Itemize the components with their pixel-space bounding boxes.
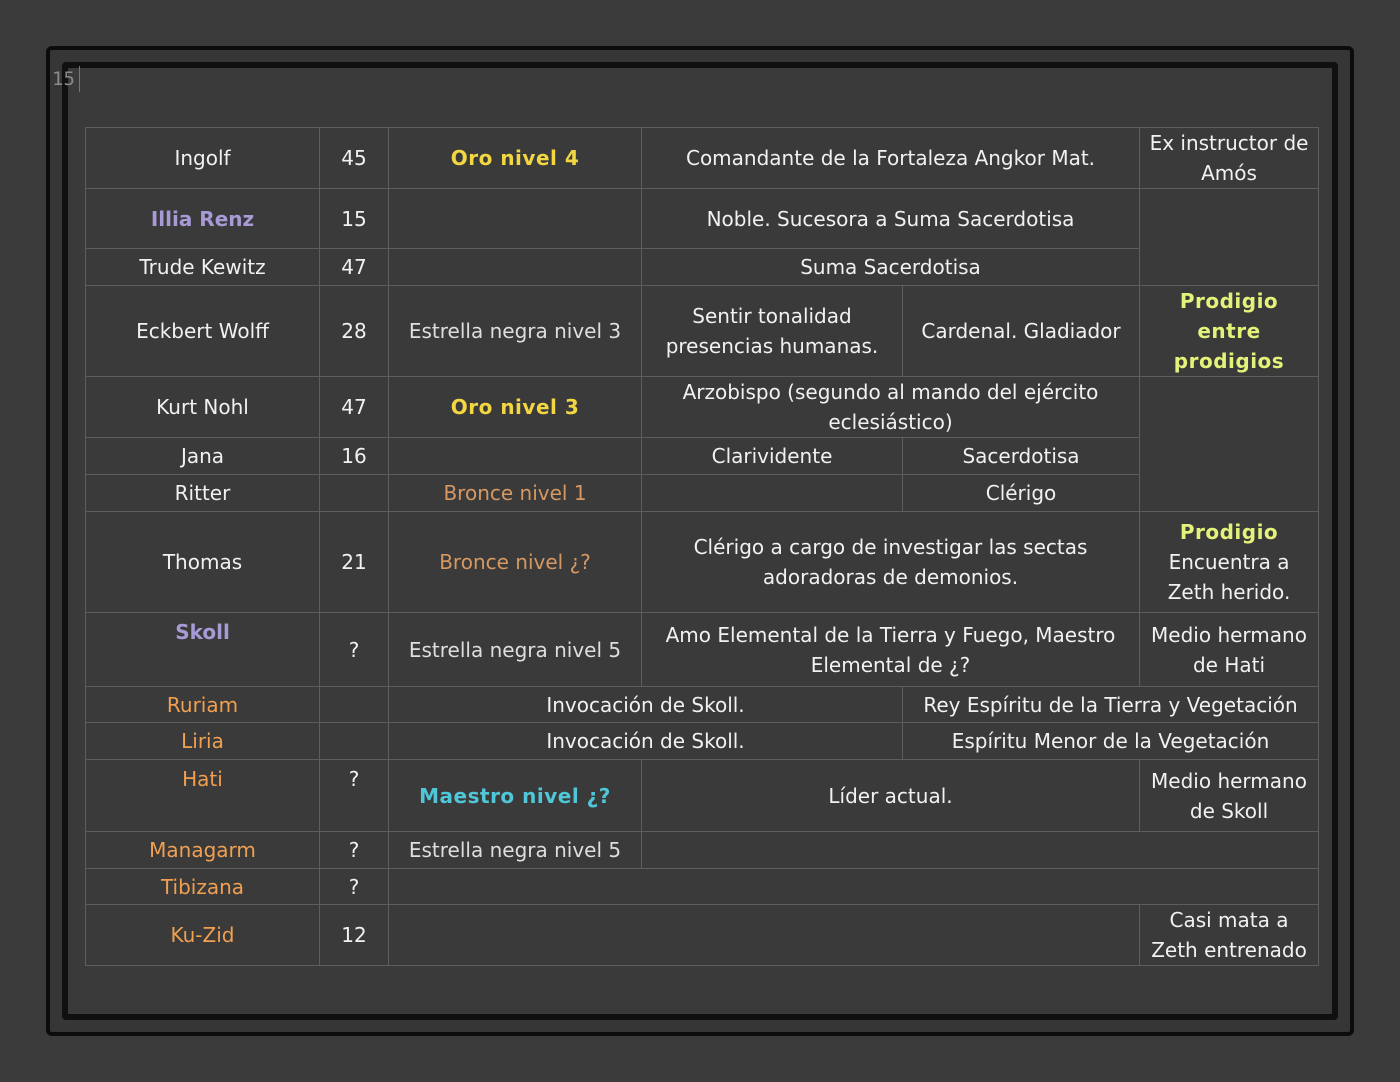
blank-cell <box>389 905 1140 966</box>
age-cell <box>320 723 389 760</box>
desc-cell <box>642 475 903 512</box>
table-row <box>86 189 1319 249</box>
table-row <box>86 760 1319 832</box>
desc-cell: Arzobispo (segundo al mando del ejército eclesiástico) <box>642 377 1140 438</box>
name-cell: Illia Renz <box>86 189 320 249</box>
rank-cell: Oro nivel 3 <box>389 377 642 438</box>
desc-cell: Comandante de la Fortaleza Angkor Mat. <box>642 128 1140 189</box>
age-cell: 47 <box>320 249 389 286</box>
note-cell <box>1140 189 1319 286</box>
age-cell <box>320 687 389 723</box>
desc-cell: Suma Sacerdotisa <box>642 249 1140 286</box>
desc-cell: Clarividente <box>642 438 903 475</box>
name-cell: Kurt Nohl <box>86 377 320 438</box>
rank-cell: Estrella negra nivel 5 <box>389 832 642 869</box>
name-cell: Managarm <box>86 832 320 869</box>
name-cell: Eckbert Wolff <box>86 286 320 377</box>
name-cell: Tibizana <box>86 869 320 905</box>
note-cell: Ex instructor de Amós <box>1140 128 1319 189</box>
rank-cell: Oro nivel 4 <box>389 128 642 189</box>
age-cell: 47 <box>320 377 389 438</box>
age-cell: ? <box>320 832 389 869</box>
rank-cell: Estrella negra nivel 5 <box>389 613 642 687</box>
name-cell: Ritter <box>86 475 320 512</box>
rank-cell: Bronce nivel ¿? <box>389 512 642 613</box>
desc-cell: Noble. Sucesora a Suma Sacerdotisa <box>642 189 1140 249</box>
rank-cell <box>389 189 642 249</box>
name-cell: Trude Kewitz <box>86 249 320 286</box>
age-cell: ? <box>320 869 389 905</box>
desc-cell-secondary: Espíritu Menor de la Vegetación <box>903 723 1319 760</box>
table-row <box>86 869 1319 905</box>
name-cell: Skoll <box>86 613 320 687</box>
table-row <box>86 438 1319 475</box>
name-cell: Ingolf <box>86 128 320 189</box>
rank-cell <box>389 249 642 286</box>
rank-cell: Estrella negra nivel 3 <box>389 286 642 377</box>
note-cell: Prodigio entre prodigios <box>1140 286 1319 377</box>
table-row <box>86 128 1319 189</box>
note-text: Encuentra a Zeth herido. <box>1167 550 1291 604</box>
name-cell: Ku-Zid <box>86 905 320 966</box>
name-cell: Jana <box>86 438 320 475</box>
name-cell: Ruriam <box>86 687 320 723</box>
table-row <box>86 377 1319 438</box>
age-cell: 45 <box>320 128 389 189</box>
desc-cell: Invocación de Skoll. <box>389 687 903 723</box>
table-row <box>86 613 1319 687</box>
table-row <box>86 475 1319 512</box>
table-row <box>86 286 1319 377</box>
desc-cell: Amo Elemental de la Tierra y Fuego, Maestro Elemental de ¿? <box>642 613 1140 687</box>
blank-cell <box>389 869 1319 905</box>
rank-cell: Maestro nivel ¿? <box>389 760 642 832</box>
desc-cell-secondary: Rey Espíritu de la Tierra y Vegetación <box>903 687 1319 723</box>
desc-cell: Clérigo a cargo de investigar las sectas adoradoras de demonios. <box>642 512 1140 613</box>
note-cell <box>1140 377 1319 512</box>
table-row <box>86 687 1319 723</box>
rank-cell <box>389 438 642 475</box>
note-cell: Medio hermano de Skoll <box>1140 760 1319 832</box>
desc-cell: Líder actual. <box>642 760 1140 832</box>
desc-cell-secondary: Sacerdotisa <box>903 438 1140 475</box>
desc-cell-secondary: Cardenal. Gladiador <box>903 286 1140 377</box>
age-cell: ? <box>320 613 389 687</box>
age-cell: 28 <box>320 286 389 377</box>
note-cell <box>1140 512 1319 613</box>
age-cell <box>320 475 389 512</box>
note-title: Prodigio <box>1179 520 1279 544</box>
age-cell: 15 <box>320 189 389 249</box>
desc-cell: Sentir tonalidad presencias humanas. <box>642 286 903 377</box>
name-cell: Hati <box>86 760 320 832</box>
desc-cell-secondary: Clérigo <box>903 475 1140 512</box>
desc-cell: Invocación de Skoll. <box>389 723 903 760</box>
name-cell: Thomas <box>86 512 320 613</box>
name-cell: Liria <box>86 723 320 760</box>
age-cell: 12 <box>320 905 389 966</box>
age-cell: 21 <box>320 512 389 613</box>
table-row <box>86 905 1319 966</box>
age-cell: ? <box>320 760 389 832</box>
character-table <box>85 127 1319 966</box>
rank-cell: Bronce nivel 1 <box>389 475 642 512</box>
table-row <box>86 249 1319 286</box>
page-number: 15 <box>52 66 80 92</box>
blank-cell <box>642 832 1319 869</box>
note-cell: Casi mata a Zeth entrenado <box>1140 905 1319 966</box>
table-row <box>86 512 1319 613</box>
note-cell: Medio hermano de Hati <box>1140 613 1319 687</box>
age-cell: 16 <box>320 438 389 475</box>
table-row <box>86 723 1319 760</box>
table-row <box>86 832 1319 869</box>
